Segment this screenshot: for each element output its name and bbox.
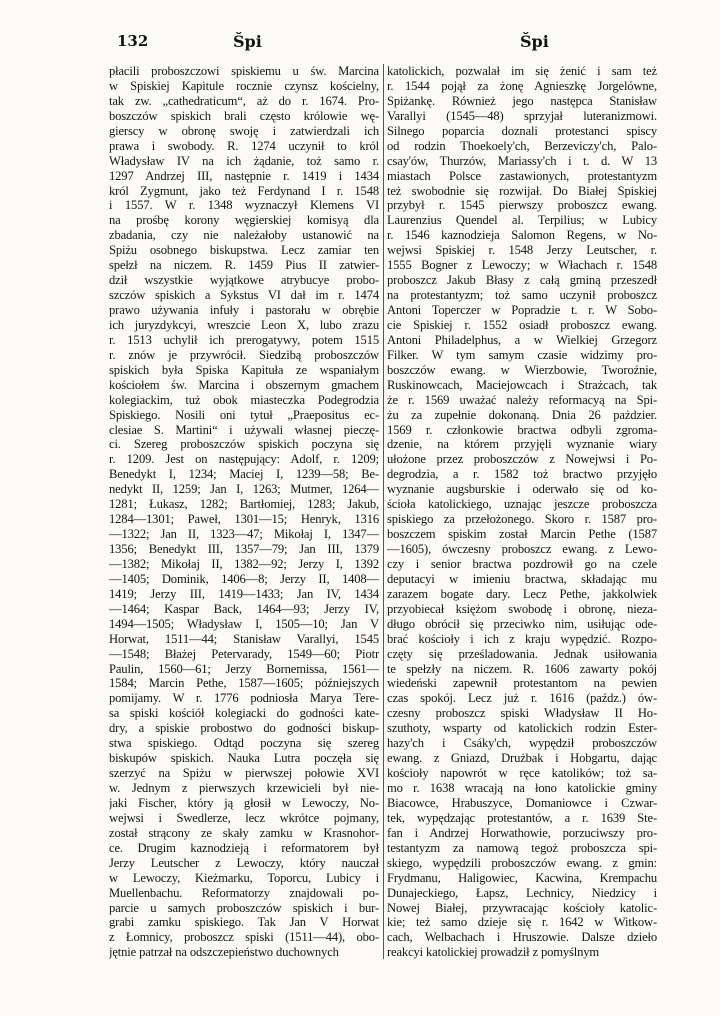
text-line: testantyzm za namową tegoż proboszcza spi- [387, 840, 657, 855]
text-line: Muellenbachu. Reformatorzy znajdowali po- [109, 885, 379, 900]
text-line: Varallyi (1545—48) sprzyjał luteranizmowi. [387, 108, 657, 123]
text-line: 1419; Jerzy III, 1419—1433; Jan IV, 1434 [109, 586, 379, 601]
text-line: na prośbę korony węgierskiej komisyą dla [109, 213, 379, 228]
text-line: płacili proboszczowi spiskiemu u św. Marcina [109, 64, 379, 78]
text-line: stwa spiskiego. Odtąd poczyna się szereg [109, 736, 379, 751]
text-line: prawo używania infuły i pastorału w obrębie [109, 303, 379, 317]
text-line: cie Spiskiej r. 1552 osiadł proboszcz ewang. [387, 317, 657, 332]
text-line: też swobodnie się rozwijał. Do Białej Spiskiej [387, 183, 657, 198]
right-column [387, 64, 657, 960]
text-line: częty się prześladowania. Jednak usiłowania [387, 646, 657, 661]
text-line: zbadania, czy nie należałoby ustanowić na [109, 228, 379, 243]
text-line: 1356; Benedykt III, 1357—79; Jan III, 1379 [109, 542, 379, 556]
text-line: na protestantyzm; toż samo uczynił proboszcz [387, 288, 657, 303]
text-line: kie; też samo dzieje się r. 1642 w Witkow- [387, 915, 657, 930]
running-head-left: Špi [233, 32, 262, 51]
text-line: boszczem spiskim został Marcin Pethe (1587 [387, 527, 657, 542]
text-line: te spełzły na niczem. R. 1606 zawarty pokój [387, 661, 657, 676]
text-line: —1382; Mikołaj II, 1382—92; Jerzy I, 1392 [109, 556, 379, 571]
text-line: Horwat, 1511—44; Stanisław Varallyi, 1545 [109, 631, 379, 646]
text-line: Filker. W tym samym czasie widzimy pro- [387, 347, 657, 362]
text-line: zarazem bogate dary. Lecz Pethe, jakkolwiek [387, 586, 657, 601]
text-line: 1297 Andrzej III, następnie r. 1419 i 1434 [109, 168, 379, 183]
column-divider [383, 64, 384, 959]
text-line: Ruskinowcach, Maciejowcach i Strażcach, tak [387, 377, 657, 392]
text-line: spiskich była Spiska Kapituła ze wspaniałym [109, 362, 379, 377]
text-line: proboszcz Jakub Błasy z całą gminą przeszedł [387, 273, 657, 288]
text-line: fan i Andrzej Horwathowie, porzuciwszy pro- [387, 825, 657, 840]
text-line: grabi zamku spiskiego. Tak Jan V Horwat [109, 915, 379, 930]
text-line: w Spiskiej Kapitule rocznie czynsz kościelny, [109, 78, 379, 93]
text-line: boszczów ewang. w Wierzbowie, Tworoźnie, [387, 362, 657, 377]
text-line: czy i senior bractwa pozdrowił go na czele [387, 556, 657, 571]
text-line: Jerzy Leutscher z Lewoczy, który nauczał [109, 855, 379, 870]
text-line: jaki Fischer, który ją głosił w Lewoczy, No- [109, 795, 379, 810]
text-line: 1284—1301; Paweł, 1301—15; Henryk, 1316 [109, 512, 379, 527]
text-line: nedykt II, 1259; Jan I, 1263; Mutmer, 1264— [109, 482, 379, 497]
text-line: z Łomnicy, proboszcz spiski (1511—44), obo- [109, 930, 379, 945]
text-line: Nowej Białej, przywracając kościoły katolic- [387, 900, 657, 915]
text-line: 1555 Bogner z Lewoczy; w Włachach r. 1548 [387, 258, 657, 273]
text-line: kolegiackim, tuż obok miasteczka Podegrodzia [109, 392, 379, 407]
text-line: że r. 1569 uważać należy reformacyą na Spi- [387, 392, 657, 407]
text-line: miastach Polsce zastawionych, protestantyzm [387, 168, 657, 183]
text-line: Spiżu osobnego biskupstwa. Lecz zamiar ten [109, 243, 379, 258]
text-line: wejwsi i Swedlerze, lecz wkrótce pojmany, [109, 810, 379, 825]
text-line: 1584; Marcin Pethe, 1587—1605; późniejszych [109, 676, 379, 691]
text-line: szuthoty, wsparty od katolickich rodzin Ester- [387, 721, 657, 736]
text-line: i 1557. W r. 1348 wyznaczył Klemens VI [109, 198, 379, 213]
text-line: wyznanie augsburskie i oderwało się od ko- [387, 482, 657, 497]
text-line: Dunajeckiego, Łapsz, Lechnicy, Niedzicy i [387, 885, 657, 900]
text-line: Laurenzius Quendel al. Terpilius; w Lubicy [387, 213, 657, 228]
text-line: czesny proboszcz spiski Władysław II Ho- [387, 706, 657, 721]
text-line: szczów spiskich a Sykstus VI dał im r. 1474 [109, 288, 379, 303]
text-line: ce. Drugim kaznodzieją i reformatorem był [109, 840, 379, 855]
text-line: cach, Welbachach i Hruszowie. Dalsze dzieło [387, 930, 657, 945]
left-column [109, 64, 379, 960]
text-line: r. 1544 pojął za żonę Agnieszkę Jorgelówne, [387, 78, 657, 93]
text-line: w. Jednym z pierwszych krzewicieli był nie- [109, 781, 379, 795]
text-line: ci. Szereg proboszczów spiskich poczyna się [109, 437, 379, 452]
text-line: Benedykt I, 1234; Maciej I, 1239—58; Be- [109, 467, 379, 482]
text-line: reakcyi katolickiej prowadził z pomyślnym [387, 945, 600, 960]
text-line: Biacowce, Hrabuszyce, Domaniowce i Czwar- [387, 795, 657, 810]
text-line: spiskiego za przełożonego. Skoro r. 1587 pro- [387, 512, 657, 527]
text-line: r. 1546 kaznodzieja Salomon Regens, w No- [387, 228, 657, 243]
text-line: przybył r. 1545 pierwszy proboszcz ewang. [387, 198, 657, 213]
text-line: mo r. 1638 wracają na łono katolickie gminy [387, 781, 657, 795]
text-line: Spiżankę. Również jego następca Stanisław [387, 93, 657, 108]
text-line: wiedeński zapewnił protestantom na pewien [387, 676, 657, 691]
text-line: w Lewoczy, Kieżmarku, Toporcu, Lubicy i [109, 870, 379, 885]
running-head-right: Špi [520, 32, 549, 51]
text-line: —1605), ówczesny proboszcz ewang. z Lewo- [387, 542, 657, 556]
text-line: pomijamy. W r. 1776 podniosła Marya Tere- [109, 691, 379, 706]
text-line: został strącony ze skały zamku w Krasnohor- [109, 825, 379, 840]
text-line: dzenie, na którem przyjęli wyznanie wiary [387, 437, 657, 452]
text-line: skiego, wypędzili proboszczów ewang. z gmin: [387, 855, 657, 870]
text-line: 1494—1505; Władysław I, 1505—10; Jan V [109, 616, 379, 631]
text-line: r. 1513 uchylił ich prerogatywy, potem 1515 [109, 332, 379, 347]
text-line: degrodzia, a r. 1582 toż bractwo przyjęło [387, 467, 657, 482]
text-line: Silnego poparcia doznali protestanci spiscy [387, 123, 657, 138]
text-line: ewang. z Gniazd, Drużbak i Hobgartu, dając [387, 751, 657, 766]
text-line: spełzł na niczem. R. 1459 Pius II zatwier- [109, 258, 379, 273]
text-line: czas spokój. Lecz już r. 1616 (paźdz.) ów- [387, 691, 657, 706]
text-line: boszczów spiskich brali często królowie wę- [109, 108, 379, 123]
text-line: ścioła katolickiego, uznając jeszcze proboszcza [387, 497, 657, 512]
text-line: Spiskiego. Nosili oni tytuł „Praepositus ec- [109, 407, 379, 422]
page-header [0, 0, 720, 60]
text-line: dry, a spiskie probostwo do godności biskup- [109, 721, 379, 736]
text-line: sa spiski kościół kolegiacki do godności kate- [109, 706, 379, 721]
text-line: 1281; Łukasz, 1282; Bartłomiej, 1283; Jakub, [109, 497, 379, 512]
text-line: katolickich, pozwalał im się żenić i sam też [387, 64, 657, 78]
text-line: parcie u samych proboszczów spiskich i bur- [109, 900, 379, 915]
text-line: —1548; Błażej Petervarady, 1549—60; Piotr [109, 646, 379, 661]
text-line: szerzyć na Spiżu w pierwszej połowie XVI [109, 766, 379, 781]
text-line: r. znów je przywrócił. Siedzibą proboszczów [109, 347, 379, 362]
text-line: 1569 r. członkowie bractwa odbyli zgroma- [387, 422, 657, 437]
text-line: hazy'ch i Csáky'ch, wypędził proboszczów [387, 736, 657, 751]
text-line: Antoni Toperczer w Popradzie t. r. W Sobo- [387, 303, 657, 317]
text-line: wejwsi Spiskiej r. 1548 Jerzy Leutscher, r. [387, 243, 657, 258]
text-line: Frydmanu, Haligowiec, Kacwina, Krempachu [387, 870, 657, 885]
text-line: —1322; Jan II, 1323—47; Mikołaj I, 1347— [109, 527, 379, 542]
text-line: król Zygmunt, jako też Ferdynand I r. 1548 [109, 183, 379, 198]
text-line: jętnie patrzał na odszczepieństwo duchownych [109, 945, 339, 960]
page-number: 132 [117, 32, 149, 50]
text-line: kościołem św. Marcina i obszernym gmachem [109, 377, 379, 392]
text-line: tek, wypędzając protestantów, a r. 1639 Ste- [387, 810, 657, 825]
text-line: Władysław IV na ich żądanie, toż samo r. [109, 153, 379, 168]
text-line: Paulin, 1560—61; Jerzy Bornemissa, 1561— [109, 661, 379, 676]
text-line: długo obrócił się przeciwko nim, usiłując ode- [387, 616, 657, 631]
text-line: ich juryzdykcyi, wreszcie Leon X, lubo zrazu [109, 317, 379, 332]
text-line: Antoni Philadelphus, a w Wielkiej Grzegorz [387, 332, 657, 347]
text-line: kościoły napowrót w ręce katolików; toż sa- [387, 766, 657, 781]
text-line: przyobiecał księżom swobodę i obronę, nieza- [387, 601, 657, 616]
text-line: biskupów spiskich. Nauka Lutra poczęła się [109, 751, 379, 766]
text-line: dził wszystkie wyjątkowe atrybucye probo- [109, 273, 379, 288]
text-line: clesiae S. Martini“ i używali własnej pieczę- [109, 422, 379, 437]
text-line: od rodzin Thoekoely'ch, Berzeviczy'ch, Palo- [387, 138, 657, 153]
text-line: —1464; Kaspar Back, 1464—93; Jerzy IV, [109, 601, 379, 616]
text-line: gierscy w obronę swoję i zatwierdzali ich [109, 123, 379, 138]
text-line: —1405; Dominik, 1406—8; Jerzy II, 1408— [109, 571, 379, 586]
text-line: prawa i swobody. R. 1274 uczynił to król [109, 138, 379, 153]
text-line: żu za zupełnie dokonaną. Dnia 26 pażdzier. [387, 407, 657, 422]
text-line: ułożone przez proboszczów z Nowejwsi i Po- [387, 452, 657, 467]
text-line: tak zw. „cathedraticum“, aż do r. 1674. Pro- [109, 93, 379, 108]
text-line: csay'ów, Thurzów, Mariassy'ch i t. d. W 13 [387, 153, 657, 168]
text-line: deputacyi w imieniu bractwa, składając mu [387, 571, 657, 586]
text-line: r. 1209. Jest on następujący: Adolf, r. 1209; [109, 452, 379, 467]
text-line: brać kościoły i ich z kraju wypędzić. Rozpo- [387, 631, 657, 646]
